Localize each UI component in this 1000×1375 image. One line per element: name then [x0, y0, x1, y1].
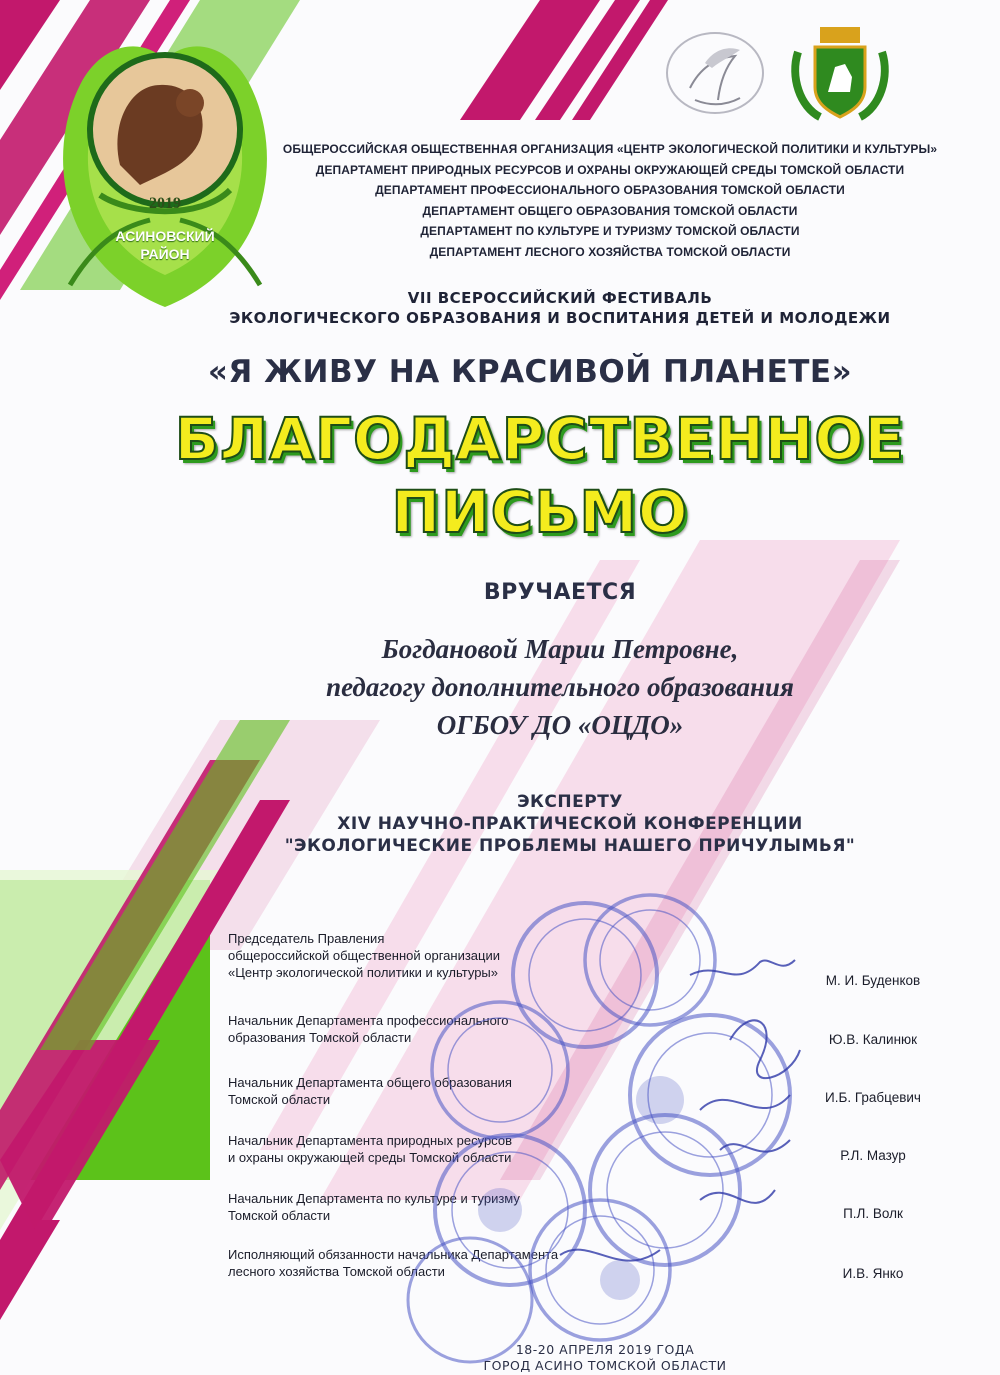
letter-heading-line2: ПИСЬМО [391, 478, 689, 546]
signature-row [228, 1012, 948, 1056]
signatory-position: Начальник Департамента профессионального образования Томской области [228, 1013, 509, 1045]
recipient-organization: ОГБОУ ДО «ОЦДО» [436, 710, 684, 740]
recipient-block [180, 630, 940, 744]
signature-row [228, 1190, 948, 1234]
signature-row [228, 1074, 948, 1118]
festival-name: VII ВСЕРОССИЙСКИЙ ФЕСТИВАЛЬ ЭКОЛОГИЧЕСКОГО ОБРАЗОВАНИЯ И ВОСПИТАНИЯ ДЕТЕЙ И МОЛОДЕЖИ [229, 289, 891, 327]
event-date: 18-20 АПРЕЛЯ 2019 ГОДА [515, 1342, 695, 1357]
festival-logo [40, 15, 290, 315]
signatory-position: Начальник Департамента природных ресурсов и охраны окружающей среды Томской области [228, 1133, 512, 1165]
signatory-name: Р.Л. Мазур [840, 1148, 906, 1163]
signature-row [228, 930, 948, 988]
signatory-name: И.Б. Грабцевич [825, 1090, 921, 1105]
recipient-position: педагогу дополнительного образования [326, 672, 794, 702]
signatory-position: Исполняющий обязанности начальника Департамента лесного хозяйства Томской области [228, 1247, 559, 1279]
organizer-line: ДЕПАРТАМЕНТ ЛЕСНОГО ХОЗЯЙСТВА ТОМСКОЙ ОБЛАСТИ [429, 244, 791, 259]
organizer-line: ДЕПАРТАМЕНТ ОБЩЕГО ОБРАЗОВАНИЯ ТОМСКОЙ ОБЛАСТИ [422, 203, 798, 218]
signatory-name: М. И. Буденков [825, 973, 921, 988]
expert-block: ЭКСПЕРТУ XIV НАУЧНО-ПРАКТИЧЕСКОЙ КОНФЕРЕНЦИИ "ЭКОЛОГИЧЕСКИЕ ПРОБЛЕМЫ НАШЕГО ПРИЧУЛЫМЬЯ" [284, 792, 856, 856]
signatory-name: П.Л. Волк [843, 1206, 903, 1221]
organizer-line: ОБЩЕРОССИЙСКАЯ ОБЩЕСТВЕННАЯ ОРГАНИЗАЦИЯ «ЦЕНТР ЭКОЛОГИЧЕСКОЙ ПОЛИТИКИ И КУЛЬТУРЫ» [282, 142, 938, 156]
event-place: ГОРОД АСИНО ТОМСКОЙ ОБЛАСТИ [483, 1358, 727, 1373]
footer [430, 1342, 780, 1374]
organizer-line: ДЕПАРТАМЕНТ ПРИРОДНЫХ РЕСУРСОВ И ОХРАНЫ ОКРУЖАЮЩЕЙ СРЕДЫ ТОМСКОЙ ОБЛАСТИ [315, 162, 905, 177]
eco-center-emblem [660, 28, 770, 118]
signatory-position: Начальник Департамента общего образования Томской области [228, 1075, 512, 1107]
logo-area: АСИНОВСКИЙ РАЙОН [115, 228, 215, 262]
letter-heading-line1: БЛАГОДАРСТВЕННОЕ [174, 405, 906, 473]
organizers-list [280, 139, 940, 263]
signature-row [228, 1246, 948, 1290]
signatory-position: Начальник Департамента по культуре и туризму Томской области [228, 1191, 520, 1223]
signatory-name: Ю.В. Калинюк [828, 1032, 918, 1047]
signatory-name: И.В. Янко [842, 1266, 904, 1281]
organizer-line: ДЕПАРТАМЕНТ ПРОФЕССИОНАЛЬНОГО ОБРАЗОВАНИЯ ТОМСКОЙ ОБЛАСТИ [375, 183, 845, 198]
recipient-name: Богдановой Марии Петровне, [381, 634, 739, 664]
festival-title: «Я ЖИВУ НА КРАСИВОЙ ПЛАНЕТЕ» [207, 354, 853, 390]
coat-of-arms [790, 22, 890, 122]
signatory-position: Председатель Правления общероссийской общественной организации «Центр экологической политики и культуры» [228, 931, 500, 980]
logo-year: 2019 [149, 195, 181, 212]
signature-row [228, 1132, 948, 1176]
organizer-line: ДЕПАРТАМЕНТ ПО КУЛЬТУРЕ И ТУРИЗМУ ТОМСКОЙ ОБЛАСТИ [420, 224, 800, 239]
awarded-label: ВРУЧАЕТСЯ [483, 580, 637, 605]
